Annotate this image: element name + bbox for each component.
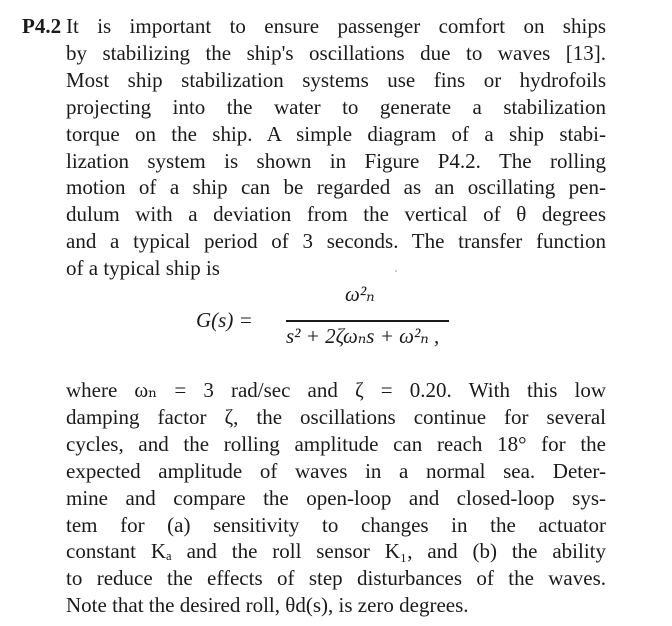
equation-numerator: ω²ₙ — [345, 282, 375, 306]
faint-mark — [395, 270, 397, 272]
text-line: to reduce the effects of step disturbances of the waves. — [66, 566, 606, 591]
text-line: It is important to ensure passenger comfort on ships — [66, 14, 606, 38]
text-line: cycles, and the rolling amplitude can reach 18° for the — [66, 431, 606, 456]
text-line: tem for (a) sensitivity to changes in the actuator — [66, 512, 606, 537]
equation-denominator: s² + 2ζωₙs + ω²ₙ , — [286, 324, 440, 348]
text-line: Note that the desired roll, θd(s), is zero degrees. — [66, 593, 469, 618]
text-line: expected amplitude of waves in a normal sea. Deter- — [66, 458, 606, 483]
text-line: damping factor ζ, the oscillations continue for several — [66, 404, 606, 429]
text-line: Most ship stabilization systems use fins or hydrofoils — [66, 67, 606, 92]
equation-lhs: G(s) = — [196, 308, 253, 332]
problem-paragraph-2 — [66, 377, 606, 619]
transfer-function-equation — [196, 282, 456, 362]
text-line: by stabilizing the ship's oscillations due to waves [13]. — [66, 40, 606, 65]
text-line: of a typical ship is — [66, 256, 220, 281]
text-line: dulum with a deviation from the vertical of θ degrees — [66, 202, 606, 227]
text-line: torque on the ship. A simple diagram of a ship stabi- — [66, 121, 606, 146]
text-line: projecting into the water to generate a stabilization — [66, 94, 606, 119]
text-line: mine and compare the open-loop and closed-loop sys- — [66, 485, 606, 510]
text-line: lization system is shown in Figure P4.2. The rolling — [66, 148, 606, 173]
text-line: motion of a ship can be regarded as an oscillating pen- — [66, 175, 606, 200]
problem-number: P4.2 — [22, 14, 62, 38]
fraction-bar — [286, 320, 449, 322]
text-line: where ωₙ = 3 rad/sec and ζ = 0.20. With this low — [66, 378, 606, 402]
text-line: constant Kₐ and the roll sensor K₁, and (b) the ability — [66, 539, 606, 564]
problem-paragraph-1 — [66, 13, 606, 282]
text-line: and a typical period of 3 seconds. The transfer function — [66, 229, 606, 254]
